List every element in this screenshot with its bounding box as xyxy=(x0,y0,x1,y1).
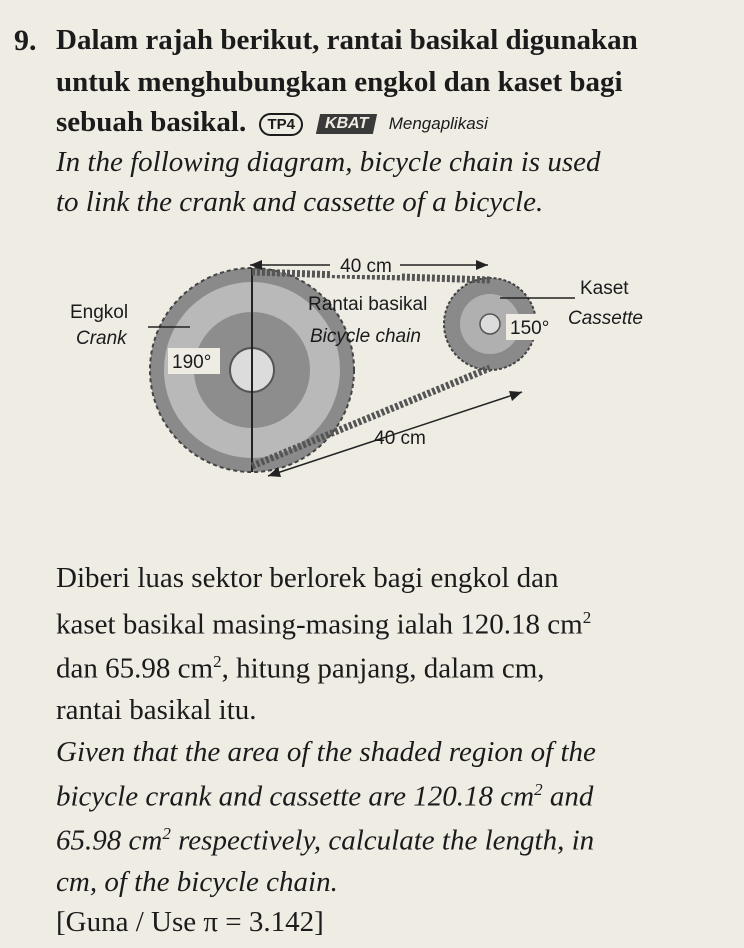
top-length-label: 40 cm xyxy=(340,256,392,277)
question-malay-line-1: Dalam rajah berikut, rantai basikal digunakan xyxy=(56,24,638,56)
bottom-length-label: 40 cm xyxy=(374,428,426,449)
given-malay-line-4: rantai basikal itu. xyxy=(56,694,257,726)
question-english-line-2: to link the crank and cassette of a bicycle. xyxy=(56,186,544,218)
question-number: 9. xyxy=(14,24,37,57)
kbat-badge: KBAT xyxy=(316,114,378,134)
given-malay-line-3: dan 65.98 $cm^2$, hitung panjang, dalam cm, xyxy=(56,652,545,685)
bicycle-diagram xyxy=(0,250,744,490)
given-english-line-4: cm, of the bicycle chain. xyxy=(56,866,338,898)
use-pi-note: [Guna / Use π = 3.142] xyxy=(56,906,324,938)
question-english-line-1: In the following diagram, bicycle chain is used xyxy=(56,146,601,178)
tp-badge: TP4 xyxy=(259,113,303,136)
given-english-line-2: bicycle crank and cassette are 120.18 $cm^2$ and xyxy=(56,780,594,813)
chain-label-malay: Rantai basikal xyxy=(308,294,428,315)
given-english-line-3: 65.98 $cm^2$ respectively, calculate the length, in xyxy=(56,824,595,857)
crank-label-english: Crank xyxy=(76,328,127,349)
question-malay-line-3-row xyxy=(56,106,488,139)
question-malay-line-2: untuk menghubungkan engkol dan kaset bagi xyxy=(56,66,623,98)
level-label: Mengaplikasi xyxy=(388,114,488,134)
crank-angle-label: 190° xyxy=(172,352,212,373)
cassette-label-malay: Kaset xyxy=(580,278,629,299)
chain-label-english: Bicycle chain xyxy=(310,326,421,347)
question-malay-line-3: sebuah basikal. xyxy=(56,106,247,138)
cassette-label-english: Cassette xyxy=(568,308,643,329)
given-malay-line-1: Diberi luas sektor berlorek bagi engkol dan xyxy=(56,562,559,594)
cassette-angle-label: 150° xyxy=(510,318,550,339)
given-english-line-1: Given that the area of the shaded region of the xyxy=(56,736,596,768)
crank-label-malay: Engkol xyxy=(70,302,129,323)
given-malay-line-2: kaset basikal masing-masing ialah 120.18 $cm^2$ xyxy=(56,608,592,641)
